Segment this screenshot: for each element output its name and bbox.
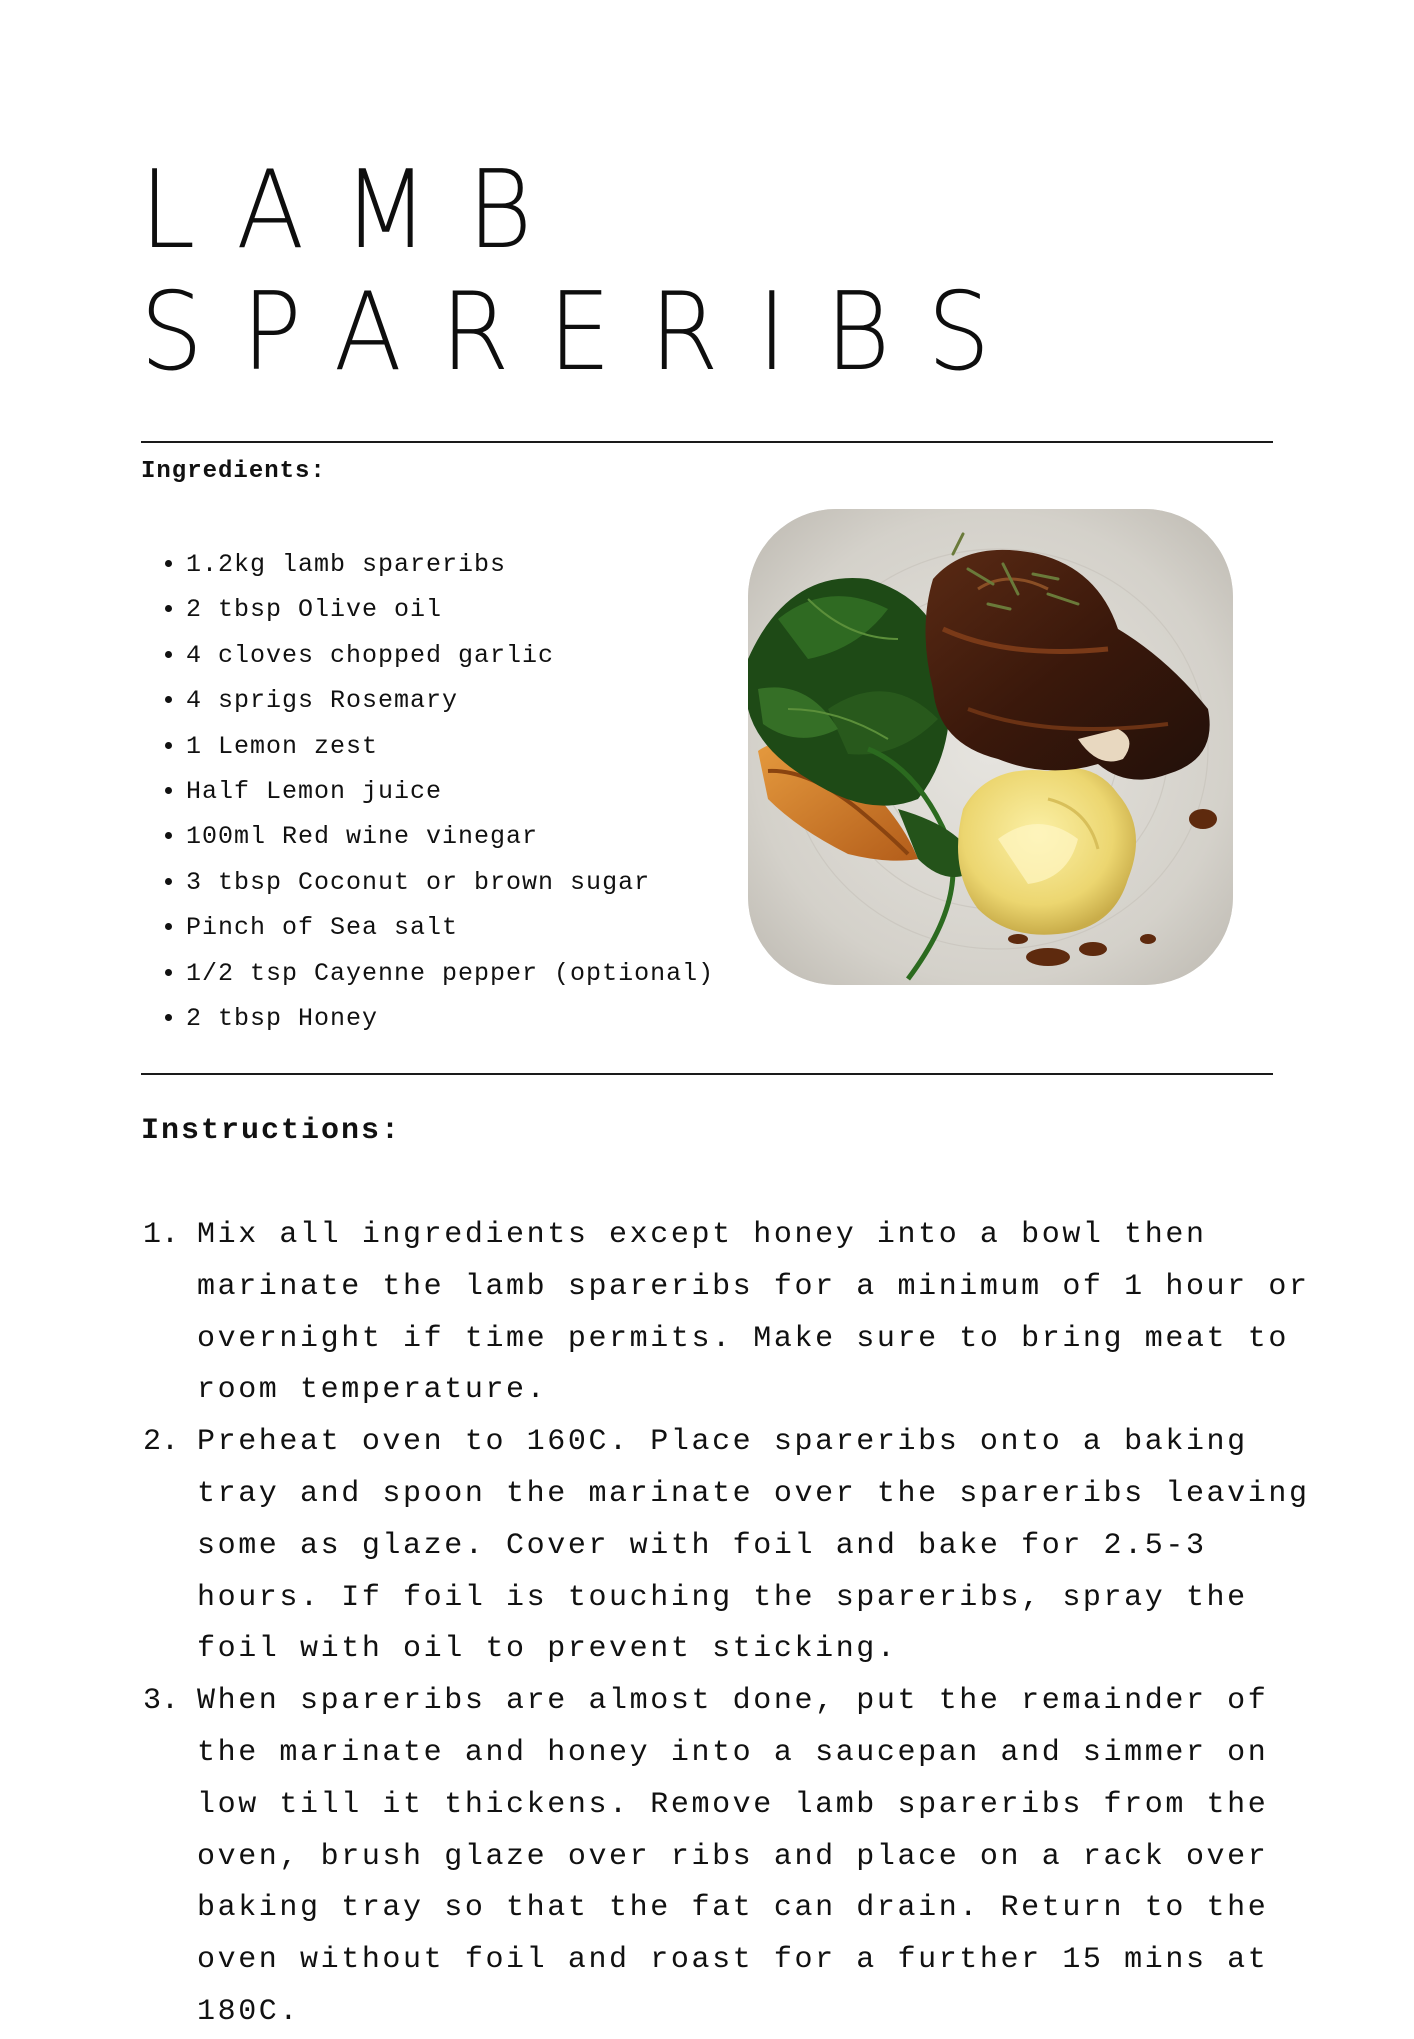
recipe-title-line-1: LAMB: [140, 148, 571, 273]
divider-top: [141, 441, 1273, 443]
ingredient-item: • 100ml Red wine vinegar: [186, 814, 714, 859]
ingredient-item: • 4 cloves chopped garlic: [186, 633, 714, 678]
ingredient-item: • 1 Lemon zest: [186, 724, 714, 769]
ingredient-item: • 2 tbsp Honey: [186, 996, 714, 1041]
recipe-title-line-2: SPARERIBS: [140, 270, 1029, 395]
ingredient-item: • Half Lemon juice: [186, 769, 714, 814]
recipe-title: [140, 150, 1029, 394]
instruction-step: 2. Preheat oven to 160C. Place spareribs onto a baking tray and spoon the marinate over the spareribs leaving some as glaze. Cover with foil and bake for 2.5-3 hours. If foil is touching the spareribs, spray the foil with oil to prevent sticking.: [197, 1417, 1342, 1676]
ingredient-item: • Pinch of Sea salt: [186, 905, 714, 950]
dish-illustration: [748, 509, 1233, 985]
divider-middle: [141, 1073, 1273, 1075]
instruction-step: 1. Mix all ingredients except honey into a bowl then marinate the lamb spareribs for a minimum of 1 hour or overnight if time permits. Make sure to bring meat to room temperature.: [197, 1210, 1342, 1417]
instructions-heading: Instructions:: [141, 1114, 402, 1148]
dish-photo: [748, 509, 1233, 985]
instruction-step: 3. When spareribs are almost done, put the remainder of the marinate and honey into a saucepan and simmer on low till it thickens. Remove lamb spareribs from the oven, brush glaze over ribs and place on a rack over baking tray so that the fat can drain. Return to the oven without foil and roast for a further 15 mins at 180C.: [197, 1676, 1342, 2039]
ingredients-list: [141, 542, 714, 1041]
ingredient-item: • 2 tbsp Olive oil: [186, 587, 714, 632]
ingredient-item: • 1.2kg lamb spareribs: [186, 542, 714, 587]
ingredient-item: • 4 sprigs Rosemary: [186, 678, 714, 723]
instructions-list: [141, 1210, 1342, 2039]
ingredient-item: • 3 tbsp Coconut or brown sugar: [186, 860, 714, 905]
ingredient-item: • 1/2 tsp Cayenne pepper (optional): [186, 951, 714, 996]
ingredients-heading: Ingredients:: [141, 458, 326, 485]
